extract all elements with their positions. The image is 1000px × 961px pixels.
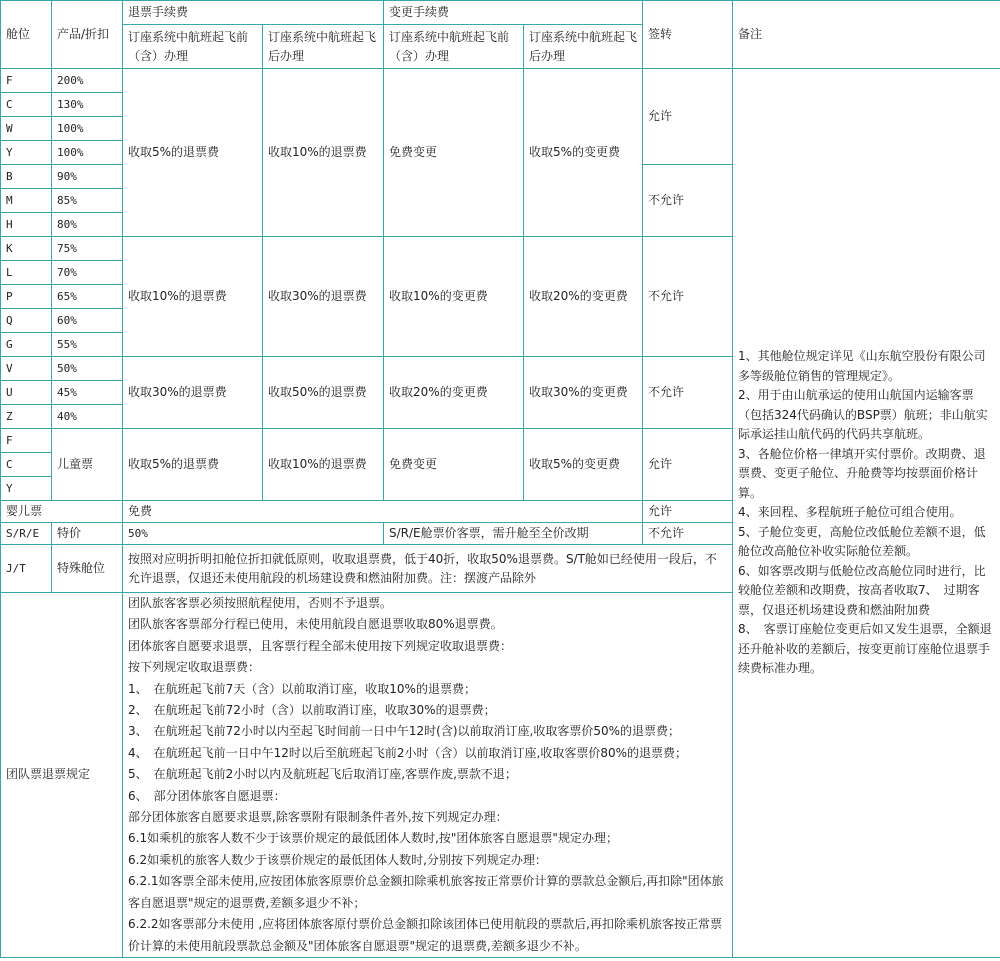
discount-cell: 100% [52, 141, 123, 165]
cabin-cell: B [1, 165, 52, 189]
cabin-cell: M [1, 189, 52, 213]
header-cabin: 舱位 [1, 1, 52, 69]
cabin-cell: C [1, 93, 52, 117]
remark-item: 2、用于由山航承运的使用山航国内运输客票（包括324代码确认的BSP票）航班；非山航实际承运挂山航代码的代码共享航班。 [738, 388, 988, 442]
discount-cell: 100% [52, 117, 123, 141]
refund-before-cell: 收取10%的退票费 [123, 237, 263, 357]
group-rule-line: 团队旅客客票部分行程已使用，未使用航段自愿退票收取80%退票费。 [128, 617, 503, 632]
group-rule-line: 按下列规定收取退票费： [128, 660, 261, 675]
group-rule-line: 6、 部分团体旅客自愿退票： [128, 788, 286, 803]
group-rule-line: 5、 在航班起飞前2小时以内及航班起飞后取消订座,客票作废,票款不退； [128, 767, 517, 782]
endorse-cell: 允许 [643, 69, 733, 165]
refund-after-cell: 收取50%的退票费 [263, 357, 384, 429]
cabin-cell: L [1, 261, 52, 285]
infant-fee: 免费 [123, 501, 643, 523]
jt-product: 特殊舱位 [52, 545, 123, 593]
header-change-before: 订座系统中航班起飞前（含）办理 [384, 25, 524, 69]
header-refund-after: 订座系统中航班起飞后办理 [263, 25, 384, 69]
header-remarks: 备注 [733, 1, 1000, 69]
header-refund-before: 订座系统中航班起飞前（含）办理 [123, 25, 263, 69]
discount-cell: 60% [52, 309, 123, 333]
header-endorse: 签转 [643, 1, 733, 69]
jt-rule: 按照对应明折明扣舱位折扣就低原则，收取退票费，低于40折，收取50%退票费。S/T舱如已经使用一段后，不允许退票，仅退还未使用航段的机场建设费和燃油附加费。注：摆渡产品除外 [123, 545, 733, 593]
refund-before-cell: 收取5%的退票费 [123, 69, 263, 237]
child-refund-before-cell: 收取5%的退票费 [123, 429, 263, 501]
cabin-cell: Z [1, 405, 52, 429]
group-rule-line: 团体旅客自愿要求退票，且客票行程全部未使用按下列规定收取退票费： [128, 638, 513, 653]
endorse-cell: 不允许 [643, 237, 733, 357]
header-change-fee: 变更手续费 [384, 1, 643, 25]
remark-item: 6、如客票改期与低舱位改高舱位同时进行，比较舱位差额和改期费，按高者收取7、 过期客票，仅退还机场建设费和燃油附加费 [738, 563, 986, 617]
sre-cabin: S/R/E [1, 523, 52, 545]
discount-cell: 50% [52, 357, 123, 381]
cabin-cell: V [1, 357, 52, 381]
group-refund-label: 团队票退票规定 [1, 593, 123, 958]
discount-cell: 45% [52, 381, 123, 405]
remark-item: 1、其他舱位规定详见《山东航空股份有限公司多等级舱位销售的管理规定》。 [738, 349, 986, 383]
cabin-cell: K [1, 237, 52, 261]
refund-after-cell: 收取10%的退票费 [263, 69, 384, 237]
child-refund-after-cell: 收取10%的退票费 [263, 429, 384, 501]
child-change-after-cell: 收取5%的变更费 [524, 429, 643, 501]
jt-cabin: J/T [1, 545, 52, 593]
group-rule-line: 4、 在航班起飞前一日中午12时以后至航班起飞前2小时（含）以前取消订座,收取客票价80%的退票费； [128, 745, 688, 760]
cabin-cell: G [1, 333, 52, 357]
cabin-cell: F [1, 69, 52, 93]
infant-endorse: 允许 [643, 501, 733, 523]
group-rule-line: 6.1如乘机的旅客人数不少于该票价规定的最低团体人数时,按"团体旅客自愿退票"规定办理； [128, 831, 618, 846]
remarks-cell [733, 69, 1000, 958]
change-after-cell: 收取5%的变更费 [524, 69, 643, 237]
cabin-cell: H [1, 213, 52, 237]
header-change-after: 订座系统中航班起飞后办理 [524, 25, 643, 69]
group-rule-line: 部分团体旅客自愿要求退票,除客票附有限制条件者外,按下列规定办理： [128, 810, 508, 825]
discount-cell: 130% [52, 93, 123, 117]
child-change-before-cell: 免费变更 [384, 429, 524, 501]
change-before-cell: 免费变更 [384, 69, 524, 237]
remark-item: 5、子舱位变更，高舱位改低舱位差额不退，低舱位改高舱位补收实际舱位差额。 [738, 524, 986, 559]
sre-refund: 50% [123, 523, 384, 545]
group-rule-line: 6.2.2如客票部分未使用 ,应将团体旅客原付票价总金额扣除该团体已使用航段的票款后,再扣除乘机旅客按正常票价计算的未使用航段票款总金额及"团体旅客自愿退票"规定的退票费,差额多退少不补。 [128, 917, 722, 953]
group-rule-line: 团队旅客客票必须按照航程使用，否则不予退票。 [128, 596, 393, 610]
endorse-cell: 不允许 [643, 165, 733, 237]
header-product: 产品/折扣 [52, 1, 123, 69]
discount-cell: 200% [52, 69, 123, 93]
discount-cell: 65% [52, 285, 123, 309]
sre-endorse: 不允许 [643, 523, 733, 545]
child-cabin-cell: Y [1, 477, 52, 501]
cabin-cell: Q [1, 309, 52, 333]
child-cabin-cell: F [1, 429, 52, 453]
sre-product: 特价 [52, 523, 123, 545]
remark-item: 3、各舱位价格一律填开实付票价。改期费、退票费、变更子舱位、升舱费等均按票面价格计算。 [738, 446, 986, 500]
discount-cell: 40% [52, 405, 123, 429]
cabin-cell: P [1, 285, 52, 309]
change-before-cell: 收取20%的变更费 [384, 357, 524, 429]
infant-label: 婴儿票 [1, 501, 123, 523]
group-rule-line: 1、 在航班起飞前7天（含）以前取消订座，收取10%的退票费； [128, 681, 476, 696]
refund-before-cell: 收取30%的退票费 [123, 357, 263, 429]
discount-cell: 90% [52, 165, 123, 189]
discount-cell: 85% [52, 189, 123, 213]
discount-cell: 80% [52, 213, 123, 237]
cabin-cell: Y [1, 141, 52, 165]
change-after-cell: 收取20%的变更费 [524, 237, 643, 357]
cabin-cell: U [1, 381, 52, 405]
group-rule-line: 3、 在航班起飞前72小时以内至起飞时间前一日中午12时(含)以前取消订座,收取客票价50%的退票费； [128, 724, 681, 739]
group-refund-rules [123, 593, 733, 958]
endorse-cell: 不允许 [643, 357, 733, 429]
child-cabin-cell: C [1, 453, 52, 477]
header-refund-fee: 退票手续费 [123, 1, 384, 25]
group-rule-line: 6.2.1如客票全部未使用,应按团体旅客原票价总金额扣除乘机旅客按正常票价计算的票款总金额后,再扣除"团体旅客自愿退票"规定的退票费,差额多退少不补； [128, 874, 724, 910]
group-rule-line: 2、 在航班起飞前72小时（含）以前取消订座，收取30%的退票费； [128, 703, 496, 718]
group-rule-line: 6.2如乘机的旅客人数少于该票价规定的最低团体人数时,分别按下列规定办理： [128, 852, 547, 867]
change-before-cell: 收取10%的变更费 [384, 237, 524, 357]
refund-after-cell: 收取30%的退票费 [263, 237, 384, 357]
child-product-cell: 儿童票 [52, 429, 123, 501]
discount-cell: 70% [52, 261, 123, 285]
cabin-cell: W [1, 117, 52, 141]
sre-change: S/R/E舱票价客票，需升舱至全价改期 [384, 523, 643, 545]
remark-item: 8、 客票订座舱位变更后如又发生退票，全额退还升舱补收的差额后，按变更前订座舱位退票手续费标准办理。 [738, 622, 992, 676]
remark-item: 4、来回程、多程航班子舱位可组合使用。 [738, 505, 962, 520]
discount-cell: 75% [52, 237, 123, 261]
discount-cell: 55% [52, 333, 123, 357]
change-after-cell: 收取30%的变更费 [524, 357, 643, 429]
child-endorse-cell: 允许 [643, 429, 733, 501]
